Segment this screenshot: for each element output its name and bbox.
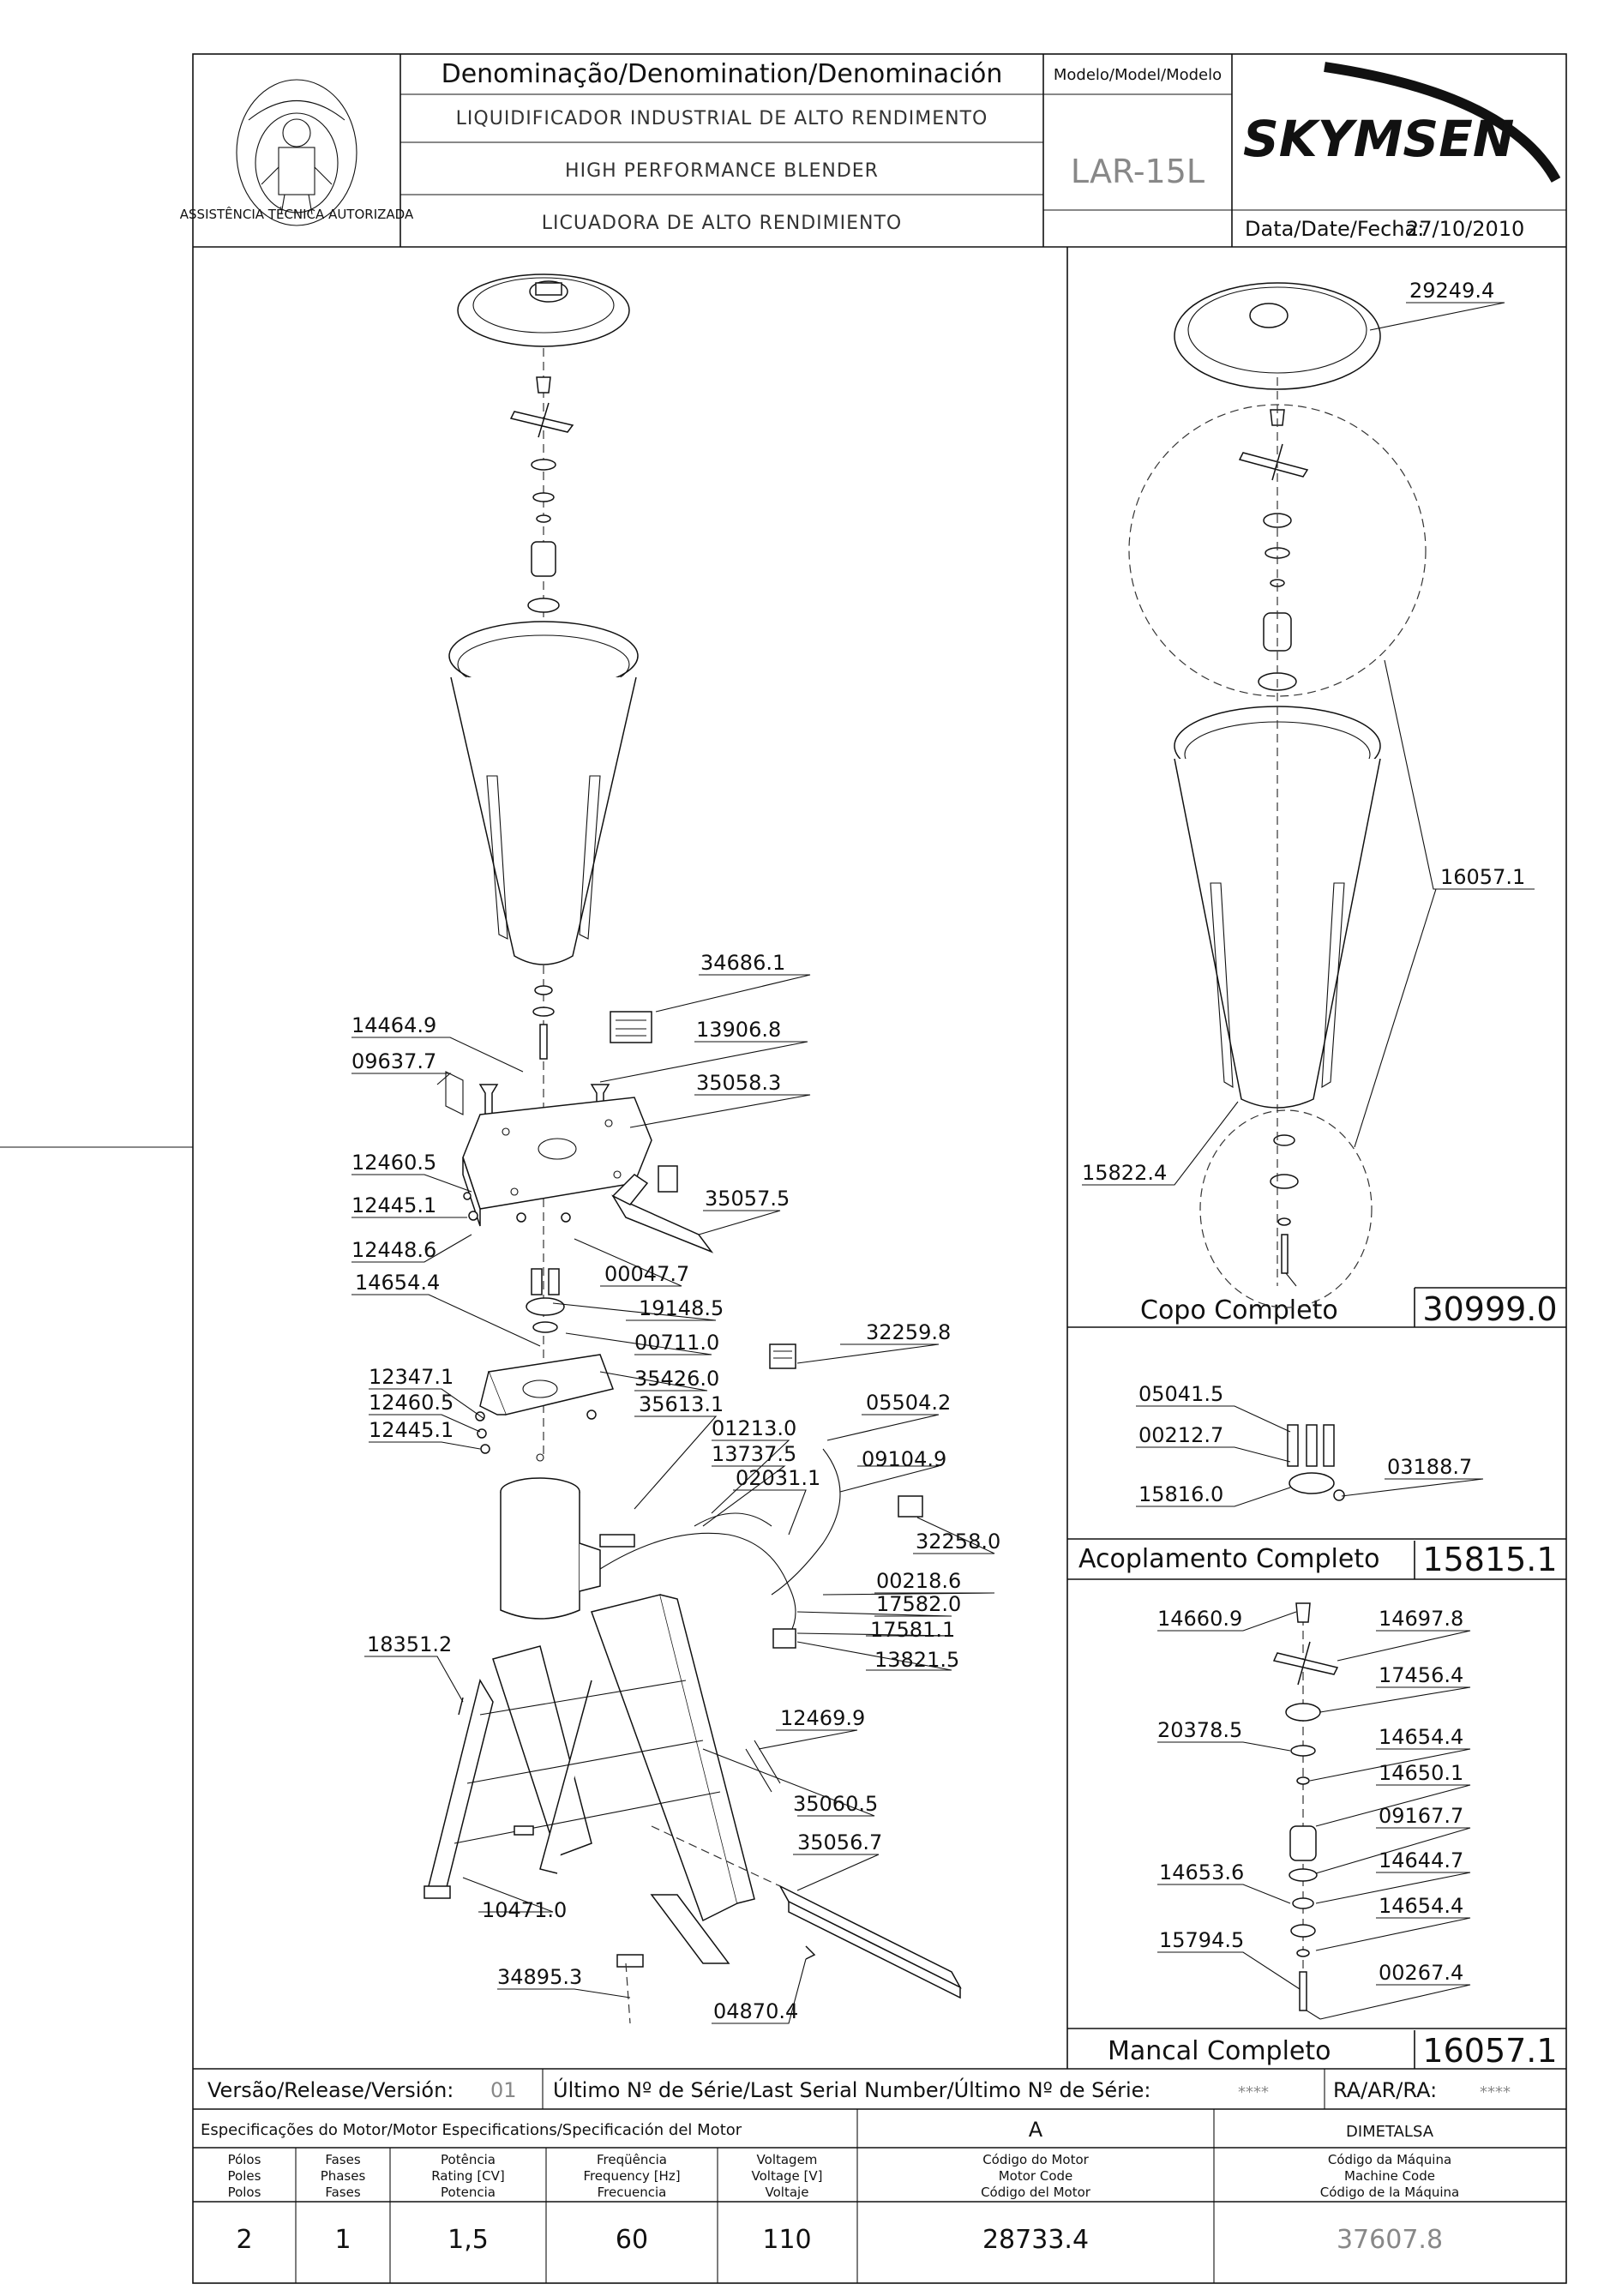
col-header: Voltagem (756, 2152, 818, 2167)
model-value: LAR-15L (1070, 153, 1205, 190)
col-header: Código del Motor (981, 2185, 1090, 2200)
part-label: 14654.4 (355, 1271, 441, 1295)
brand-name: SKYMSEN (1243, 110, 1515, 168)
part-label: 00212.7 (1138, 1423, 1224, 1447)
description-en: HIGH PERFORMANCE BLENDER (565, 160, 879, 182)
mancal-code: 16057.1 (1422, 2032, 1558, 2070)
part-label: 00047.7 (604, 1262, 690, 1286)
description-pt: LIQUIDIFICADOR INDUSTRIAL DE ALTO RENDIMENTO (455, 108, 988, 129)
part-label: 29249.4 (1409, 279, 1495, 303)
col-header: Pólos (227, 2152, 261, 2167)
part-label: 12347.1 (369, 1365, 454, 1389)
part-label: 02031.1 (736, 1466, 821, 1490)
description-es: LICUADORA DE ALTO RENDIMIENTO (541, 213, 903, 234)
part-label: 05041.5 (1138, 1382, 1224, 1406)
version-label: Versão/Release/Versión: (207, 2078, 454, 2102)
part-label: 35060.5 (793, 1792, 879, 1816)
voltage-value: 110 (762, 2225, 812, 2255)
motor-spec-title: Especificações do Motor/Motor Especifications/Specificación del Motor (201, 2121, 742, 2139)
motor-spec-columns (228, 2152, 1460, 2255)
col-header: Phases (320, 2168, 366, 2184)
part-label: 14697.8 (1379, 1607, 1464, 1631)
col-header: Fases (325, 2185, 361, 2200)
date-label: Data/Date/Fecha: (1245, 217, 1425, 241)
main-exploded-view (424, 274, 960, 2023)
part-label: 12460.5 (369, 1391, 454, 1415)
mancal-title: Mancal Completo (1108, 2036, 1331, 2066)
part-label: 18351.2 (367, 1632, 453, 1656)
part-label: 09104.9 (862, 1447, 947, 1471)
part-label: 14650.1 (1379, 1761, 1464, 1785)
part-label: 01213.0 (712, 1416, 797, 1440)
part-label: 34686.1 (700, 951, 786, 975)
part-label: 04870.4 (713, 1999, 799, 2023)
poles-value: 2 (236, 2225, 253, 2255)
frequency-value: 60 (615, 2225, 649, 2255)
technical-assistance-seal (237, 80, 357, 225)
col-header: Código de la Máquina (1319, 2185, 1460, 2200)
copo-view (1082, 283, 1535, 1307)
denomination-title: Denominação/Denomination/Denominación (441, 59, 1003, 89)
part-label: 10471.0 (482, 1898, 568, 1922)
acoplamento-code: 15815.1 (1422, 1541, 1558, 1578)
part-label: 00267.4 (1379, 1961, 1464, 1985)
skymsen-logo (1243, 67, 1556, 180)
copo-code: 30999.0 (1422, 1290, 1558, 1328)
part-label: 09637.7 (351, 1049, 437, 1073)
part-label: 13906.8 (696, 1018, 782, 1042)
motor-grade: A (1028, 2118, 1043, 2142)
part-label: 05504.2 (866, 1391, 952, 1415)
model-title: Modelo/Model/Modelo (1053, 66, 1223, 84)
col-header: Poles (227, 2168, 261, 2184)
col-header: Fases (325, 2152, 361, 2167)
part-label: 00218.6 (876, 1569, 962, 1593)
part-label: 35426.0 (634, 1367, 720, 1391)
part-label: 15794.5 (1159, 1928, 1245, 1952)
part-label: 13821.5 (874, 1648, 960, 1672)
ra-label: RA/AR/RA: (1333, 2078, 1438, 2102)
part-label: 12445.1 (351, 1193, 437, 1217)
part-label: 14660.9 (1157, 1607, 1243, 1631)
col-header: Motor Code (998, 2168, 1073, 2184)
col-header: Código do Motor (982, 2152, 1089, 2167)
col-header: Voltaje (765, 2185, 809, 2200)
part-label: 15816.0 (1138, 1482, 1224, 1506)
part-label: 12445.1 (369, 1418, 454, 1442)
phases-value: 1 (334, 2225, 351, 2255)
part-label: 12469.9 (780, 1706, 866, 1730)
serial-value: **** (1238, 2083, 1269, 2101)
part-label: 12460.5 (351, 1151, 437, 1175)
part-label: 14464.9 (351, 1013, 437, 1037)
col-header: Frequency [Hz] (583, 2168, 681, 2184)
rating-value: 1,5 (448, 2225, 489, 2255)
col-header: Potência (441, 2152, 496, 2167)
part-label: 14654.4 (1379, 1894, 1464, 1918)
part-label: 00711.0 (634, 1331, 720, 1355)
ra-value: **** (1480, 2083, 1511, 2101)
part-label: 09167.7 (1379, 1804, 1464, 1828)
part-label: 19148.5 (639, 1296, 724, 1320)
part-label: 16057.1 (1440, 865, 1526, 889)
part-label: 14653.6 (1159, 1860, 1245, 1884)
part-label: 17456.4 (1379, 1663, 1464, 1687)
part-label: 14654.4 (1379, 1725, 1464, 1749)
col-header: Rating [CV] (431, 2168, 505, 2184)
part-label: 34895.3 (497, 1965, 583, 1989)
copo-title: Copo Completo (1140, 1295, 1338, 1325)
col-header: Frecuencia (597, 2185, 667, 2200)
part-label: 20378.5 (1157, 1718, 1243, 1742)
date-value: 27/10/2010 (1406, 217, 1525, 241)
part-label: 35613.1 (639, 1392, 724, 1416)
col-header: Voltage [V] (751, 2168, 823, 2184)
part-label: 17581.1 (870, 1618, 956, 1642)
version-value: 01 (490, 2078, 517, 2102)
col-header: Código da Máquina (1327, 2152, 1452, 2167)
part-label: 35056.7 (797, 1830, 883, 1854)
col-header: Freqüência (597, 2152, 667, 2167)
part-label: 03188.7 (1387, 1455, 1473, 1479)
part-label: 17582.0 (876, 1592, 962, 1616)
part-label: 32259.8 (866, 1320, 952, 1344)
part-label: 14644.7 (1379, 1848, 1464, 1872)
acoplamento-title: Acoplamento Completo (1078, 1544, 1380, 1574)
motor-maker: DIMETALSA (1345, 2123, 1434, 2141)
part-label: 32258.0 (916, 1530, 1001, 1554)
part-label: 35058.3 (696, 1071, 782, 1095)
part-label: 15822.4 (1082, 1161, 1168, 1185)
part-label: 12448.6 (351, 1238, 437, 1262)
machine-code-value: 37607.8 (1336, 2225, 1444, 2255)
part-label: 35057.5 (705, 1187, 790, 1211)
motor-code-value: 28733.4 (982, 2225, 1090, 2255)
col-header: Potencia (441, 2185, 496, 2200)
serial-label: Último Nº de Série/Last Serial Number/Último Nº de Série: (553, 2078, 1151, 2102)
part-label: 13737.5 (712, 1442, 797, 1466)
col-header: Polos (227, 2185, 261, 2200)
seal-text: ASSISTÊNCIA TÉCNICA AUTORIZADA (179, 207, 414, 222)
col-header: Machine Code (1344, 2168, 1435, 2184)
